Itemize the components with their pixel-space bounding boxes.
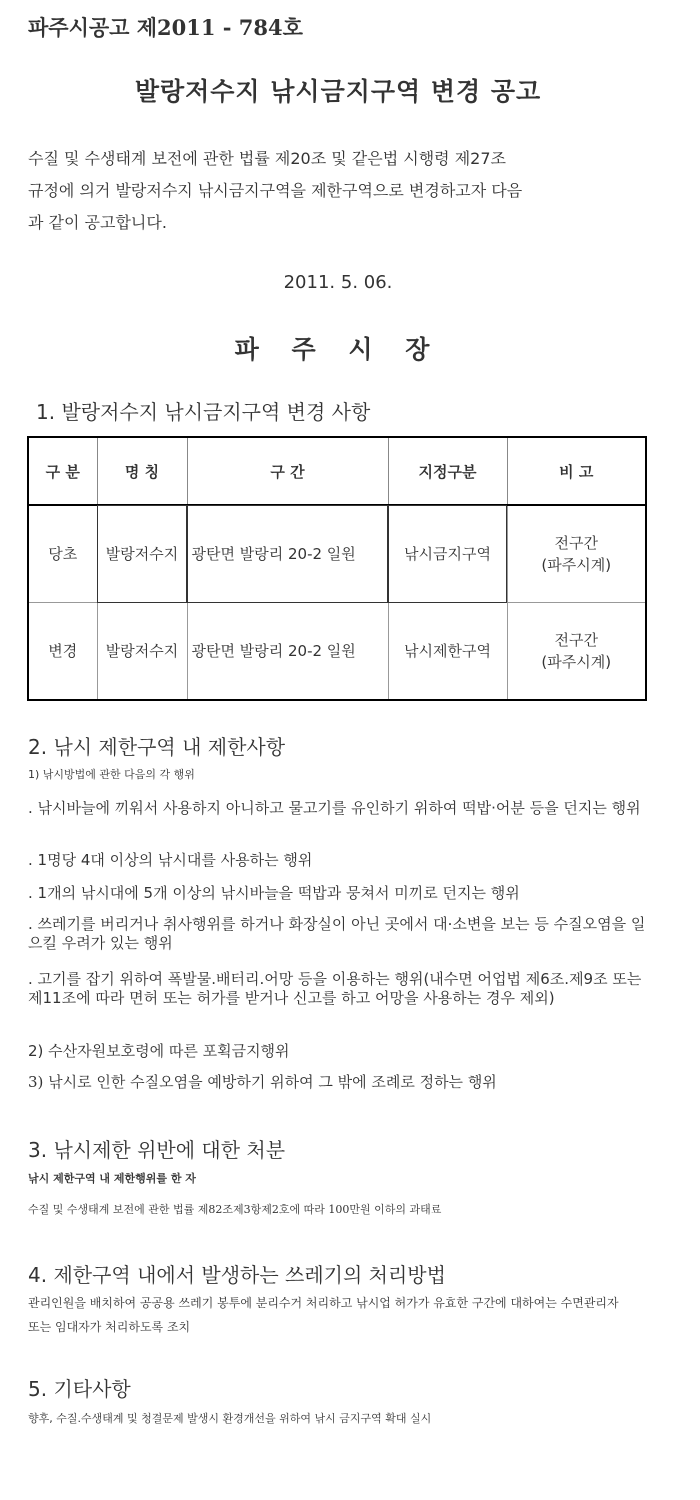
cell-note [507, 603, 646, 701]
table-header-row [28, 437, 646, 505]
intro-line: 과 같이 공고합니다. [28, 213, 167, 232]
violation-penalty: 수질 및 수생태계 보전에 관한 법률 제82조제3항제2호에 따라 100만원 이하의 과태료 [28, 1203, 442, 1216]
note-line: (파주시계) [541, 653, 612, 671]
cell-note [507, 505, 646, 603]
header-category: 구 분 [28, 437, 97, 505]
section-3-heading: 3. 낚시제한 위반에 대한 처분 [28, 1138, 286, 1162]
restriction-sub-2: 2) 수산자원보호령에 따른 포획금지행위 [28, 1042, 290, 1060]
intro-line: 규정에 의거 발랑저수지 낚시금지구역을 제한구역으로 변경하고자 다음 [28, 181, 523, 200]
restriction-item: . 1명당 4대 이상의 낚시대를 사용하는 행위 [28, 851, 313, 869]
note-line: 전구간 [554, 631, 598, 649]
restriction-item: . 고기를 잡기 위하여 폭발물.배터리.어망 등을 이용하는 행위(내수면 어업법 제6조.제9조 또는 제11조에 따라 면허 또는 허가를 받거나 신고를 하고 어망을 사용하는 경우 제외) [28, 970, 642, 1007]
header-designation: 지정구분 [388, 437, 507, 505]
cell-designation: 낚시금지구역 [388, 505, 507, 603]
table-row [28, 603, 646, 701]
section-2-heading: 2. 낚시 제한구역 내 제한사항 [28, 735, 286, 759]
cell-name: 발랑저수지 [97, 603, 187, 701]
violation-subject: 낚시 제한구역 내 제한행위를 한 자 [28, 1172, 196, 1185]
issuer-name: 파 주 시 장 [234, 335, 442, 364]
zone-change-table [27, 436, 647, 701]
cell-section: 광탄면 발랑리 20-2 일원 [187, 603, 388, 701]
section-1-heading: 1. 발랑저수지 낚시금지구역 변경 사항 [36, 400, 371, 424]
notice-title: 발랑저수지 낚시금지구역 변경 공고 [134, 77, 542, 106]
note-line: 전구간 [554, 534, 598, 552]
table-row [28, 505, 646, 603]
cell-category: 당초 [28, 505, 97, 603]
restriction-item: . 쓰레기를 버리거나 취사행위를 하거나 화장실이 아닌 곳에서 대·소변을 보는 등 수질오염을 일으킬 우려가 있는 행위 [28, 915, 646, 952]
notice-date: 2011. 5. 06. [283, 272, 393, 293]
cell-section: 광탄면 발랑리 20-2 일원 [187, 505, 388, 603]
waste-line: 관리인원을 배치하여 공공용 쓰레기 봉투에 분리수거 처리하고 낚시업 허가가 유효한 구간에 대하여는 수면관리자 [28, 1296, 619, 1310]
header-note: 비 고 [507, 437, 646, 505]
other-matters-text: 향후, 수질.수생태계 및 청결문제 발생시 환경개선을 위하여 낚시 금지구역 확대 실시 [28, 1412, 432, 1425]
waste-line: 또는 임대자가 처리하도록 조치 [28, 1320, 191, 1334]
header-section: 구 간 [187, 437, 388, 505]
restriction-sub-3: 3) 낚시로 인한 수질오염을 예방하기 위하여 그 밖에 조례로 정하는 행위 [28, 1073, 497, 1091]
intro-paragraph [28, 143, 648, 239]
notice-number: 파주시공고 제2011 - 784호 [28, 15, 303, 40]
cell-name: 발랑저수지 [97, 505, 187, 603]
section-5-heading: 5. 기타사항 [28, 1377, 131, 1401]
cell-category: 변경 [28, 603, 97, 701]
intro-line: 수질 및 수생태계 보전에 관한 법률 제20조 및 같은법 시행령 제27조 [28, 149, 506, 168]
header-name: 명 칭 [97, 437, 187, 505]
restriction-sub-1: 1) 낚시방법에 관한 다음의 각 행위 [28, 768, 195, 781]
section-4-heading: 4. 제한구역 내에서 발생하는 쓰레기의 처리방법 [28, 1263, 446, 1287]
waste-handling-text [28, 1291, 646, 1339]
restriction-item: . 1개의 낚시대에 5개 이상의 낚시바늘을 떡밥과 뭉쳐서 미끼로 던지는 행위 [28, 884, 520, 902]
cell-designation: 낚시제한구역 [388, 603, 507, 701]
restriction-item: . 낚시바늘에 끼워서 사용하지 아니하고 물고기를 유인하기 위하여 떡밥·어분 등을 던지는 행위 [28, 799, 641, 817]
note-line: (파주시계) [541, 556, 612, 574]
